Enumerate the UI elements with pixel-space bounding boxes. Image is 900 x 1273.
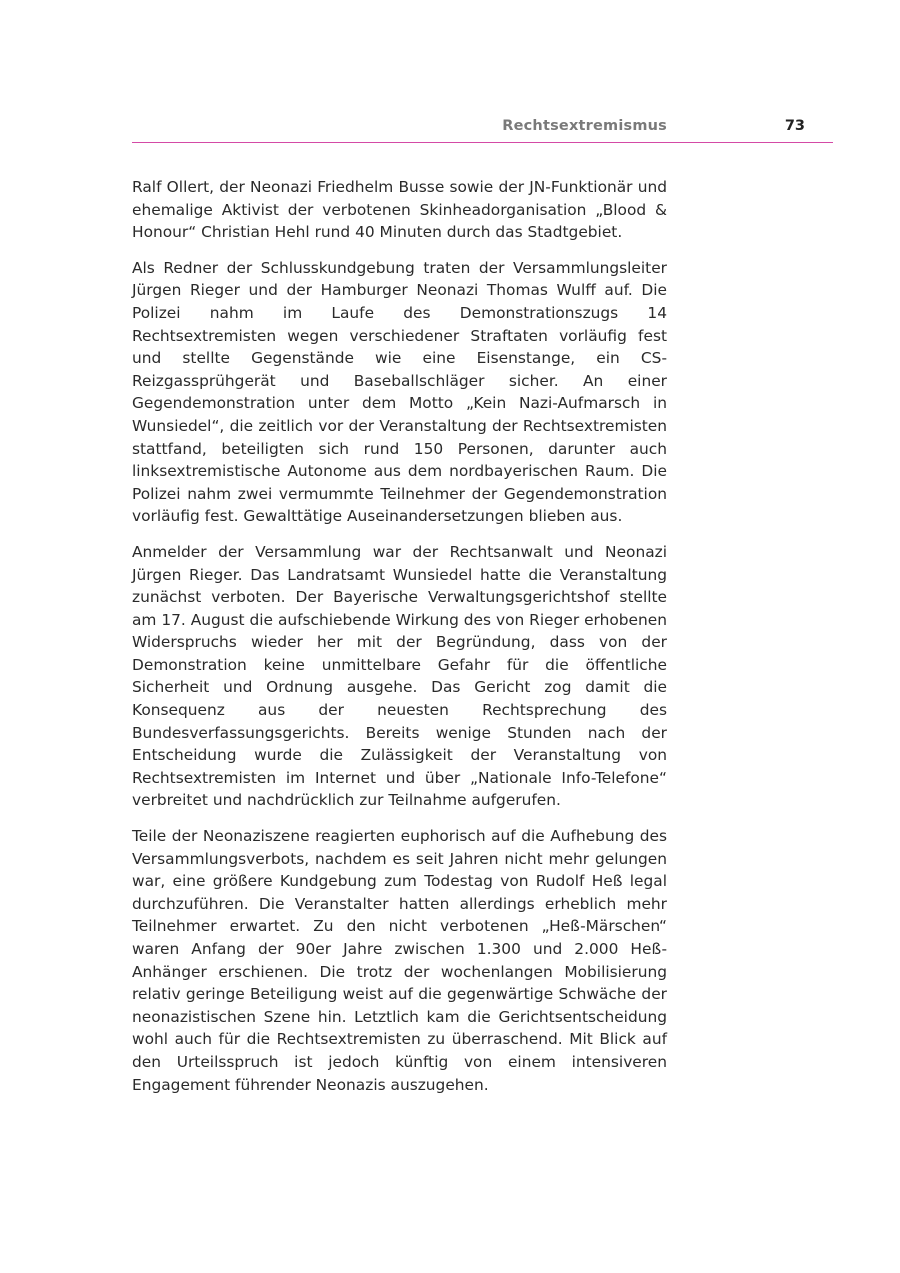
paragraph: Anmelder der Versammlung war der Rechtsanwalt und Neonazi Jürgen Rieger. Das Landratsamt Wunsiedel hatte die Veranstaltung zunächst verboten. Der Bayerische Verwaltungsgerichtshof stellte am 17. August die aufschiebende Wirkung des von Rieger erhobenen Widerspruchs wieder her mit der Begründung, dass von der Demonstration keine unmittelbare Gefahr für die öffentliche Sicherheit und Ordnung ausgehe. Das Gericht zog damit die Konsequenz aus der neuesten Rechtsprechung des Bundesverfassungsgerichts. Bereits wenige Stunden nach der Entscheidung wurde die Zulässigkeit der Veranstaltung von Rechtsextremisten im Internet und über „Nationale Info-Telefone“ verbreitet und nachdrücklich zur Teilnahme aufgerufen. (132, 542, 667, 810)
body-text (132, 176, 667, 1109)
header-title: Rechtsextremismus (502, 118, 667, 134)
running-header (132, 116, 833, 143)
paragraph: Als Redner der Schlusskundgebung traten der Versammlungsleiter Jürgen Rieger und der Hamburger Neonazi Thomas Wulff auf. Die Polizei nahm im Laufe des Demonstrationszugs 14 Rechtsextremisten wegen verschiedener Straftaten vorläufig fest und stellte Gegenstände wie eine Eisenstange, ein CS-Reizgassprühgerät und Baseballschläger sicher. An einer Gegendemonstration unter dem Motto „Kein Nazi-Aufmarsch in Wunsiedel“, die zeitlich vor der Veranstaltung der Rechtsextremisten stattfand, beteiligten sich rund 150 Personen, darunter auch linksextremistische Autonome aus dem nordbayerischen Raum. Die Polizei nahm zwei vermummte Teilnehmer der Gegendemonstration vorläufig fest. Gewalttätige Auseinandersetzungen blieben aus. (132, 258, 667, 526)
page-number: 73 (784, 118, 805, 134)
paragraph: Ralf Ollert, der Neonazi Friedhelm Busse sowie der JN-Funktionär und ehemalige Aktivist der verbotenen Skinheadorganisation „Blood & Honour“ Christian Hehl rund 40 Minuten durch das Stadtgebiet. (132, 178, 667, 242)
paragraph: Teile der Neonaziszene reagierten euphorisch auf die Aufhebung des Versammlungsverbots, nachdem es seit Jahren nicht mehr gelungen war, eine größere Kundgebung zum Todestag von Rudolf Heß legal durchzuführen. Die Veranstalter hatten allerdings erheblich mehr Teilnehmer erwartet. Zu den nicht verbotenen „Heß-Märschen“ waren Anfang der 90er Jahre zwischen 1.300 und 2.000 Heß-Anhänger erschienen. Die trotz der wochenlangen Mobilisierung relativ geringe Beteiligung weist auf die gegenwärtige Schwäche der neonazistischen Szene hin. Letztlich kam die Gerichtsentscheidung wohl auch für die Rechtsextremisten zu überraschend. Mit Blick auf den Urteilsspruch ist jedoch künftig von einem intensiveren Engagement führender Neonazis auszugehen. (132, 827, 667, 1094)
